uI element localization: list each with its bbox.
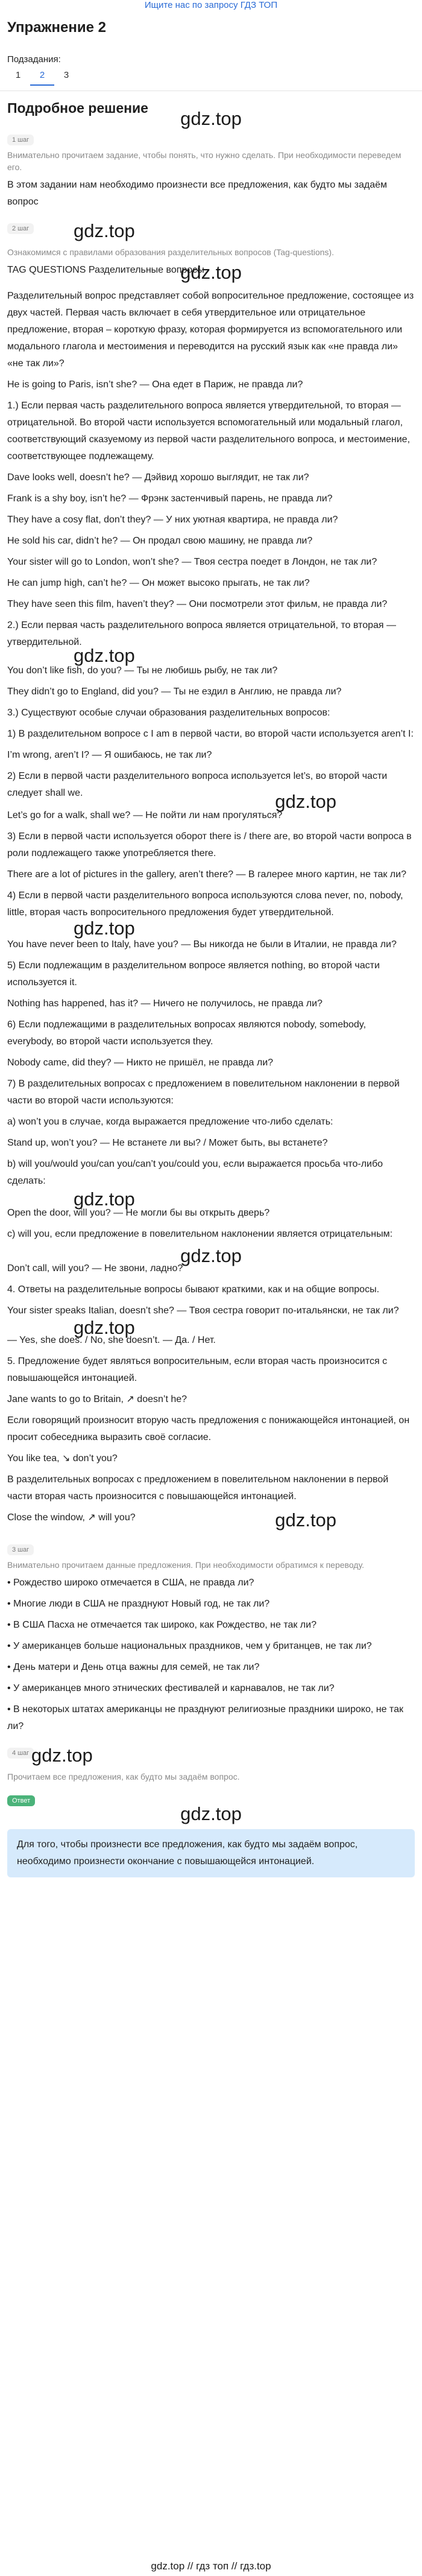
rule: 5. Предложение будет являться вопросительным, если вторая часть произносится с повышающейся интонацией.: [7, 1356, 388, 1383]
example: Let’s go for a walk, shall we? — Не пойти ли нам прогуляться?: [7, 810, 283, 820]
step-4: [7, 1747, 415, 1783]
example: They didn’t go to England, did you? — Ты не ездил в Англию, не правда ли?: [7, 687, 342, 697]
rule: 6) Если подлежащими в разделительных вопросах являются nobody, somebody, everybody, во второй части используется they.: [7, 1020, 367, 1047]
subtask-tabs: [6, 66, 78, 86]
list-item: • День матери и День отца важны для семей, не так ли?: [7, 1662, 260, 1672]
step-hint: Прочитаем все предложения, как будто мы задаём вопрос.: [7, 1772, 240, 1781]
example: You like tea, ↘ don’t you?: [7, 1453, 118, 1464]
rule: c) will you, если предложение в повелительном наклонении является отрицательным:: [7, 1229, 393, 1239]
answer-badge: Ответ: [7, 1795, 35, 1806]
example: Stand up, won’t you? — Не встанете ли вы? / Может быть, вы встанете?: [7, 1138, 328, 1148]
rule: Если говорящий произносит вторую часть предложения с понижающейся интонацией, он просит собеседника выразить своё согласие.: [7, 1415, 410, 1442]
step-1: [7, 134, 415, 211]
step-text: Разделительный вопрос представляет собой вопросительное предложение, состоящее из двух частей. Первая часть включает в себя утвердительное или отрицательное предложение, вторая – короткую фразу, которая формируется из вспомогательного или модального глагола и местоимения и переводится на русский язык как «не правда ли» «не так ли»?: [7, 291, 414, 369]
list-item: • В США Пасха не отмечается так широко, как Рождество, не так ли?: [7, 1620, 316, 1630]
step-badge: 2 шаг: [7, 223, 34, 234]
example: You have never been to Italy, have you? — Вы никогда не были в Италии, не правда ли?: [7, 939, 397, 950]
example: They have seen this film, haven’t they? — Они посмотрели этот фильм, не правда ли?: [7, 599, 388, 609]
rule: 4. Ответы на разделительные вопросы бывают краткими, как и на общие вопросы.: [7, 1284, 380, 1295]
section-heading: TAG QUESTIONS Разделительные вопросы: [7, 265, 204, 275]
solution-title: Подробное решение: [7, 100, 148, 116]
example: Dave looks well, doesn’t he? — Дэйвид хорошо выглядит, не так ли?: [7, 472, 309, 483]
example: He is going to Paris, isn’t she? — Она едет в Париж, не правда ли?: [7, 379, 303, 390]
example: He can jump high, can’t he? — Он может высоко прыгать, не так ли?: [7, 578, 310, 588]
rule: 2) Если в первой части разделительного вопроса используется let’s, во второй части следует shall we.: [7, 771, 388, 798]
step-hint: Внимательно прочитаем данные предложения. При необходимости обратимся к переводу.: [7, 1560, 364, 1570]
answer-section: [7, 1795, 415, 1877]
example: You don’t like fish, do you? — Ты не любишь рыбу, не так ли?: [7, 665, 278, 676]
subtask-tab-1[interactable]: 1: [15, 70, 21, 80]
rule: 1) В разделительном вопросе с I am в первой части, во второй части используется aren’t I:: [7, 729, 414, 739]
example: There are a lot of pictures in the gallery, aren’t there? — В галерее много картин, не так ли?: [7, 869, 406, 880]
example: Nothing has happened, has it? — Ничего не получилось, не правда ли?: [7, 998, 323, 1009]
example: Open the door, will you? — Не могли бы вы открыть дверь?: [7, 1208, 270, 1218]
watermark: gdz.top: [180, 1803, 242, 1824]
search-hint-link[interactable]: Ищите нас по запросу ГДЗ ТОП: [144, 0, 278, 10]
rule: 7) В разделительных вопросах с предложением в повелительном наклонении в первой части во второй части используются:: [7, 1079, 400, 1106]
example: Don’t call, will you? — Не звони, ладно?: [7, 1263, 183, 1274]
divider: [0, 90, 422, 91]
rule: 3) Если в первой части используется оборот there is / there are, во второй части вопроса в роли подлежащего также употребляется there.: [7, 831, 412, 858]
rule: b) will you/would you/can you/can’t you/could you, если выражается просьба что-либо сделать:: [7, 1159, 383, 1186]
list-item: • Многие люди в США не празднуют Новый год, не так ли?: [7, 1599, 270, 1609]
step-badge: 1 шаг: [7, 135, 34, 145]
example: — Yes, she does. / No, she doesn’t. — Да. / Нет.: [7, 1335, 216, 1345]
exercise-title: Упражнение 2: [7, 19, 106, 36]
watermark: gdz.top: [31, 1745, 93, 1766]
watermark: gdz.top: [275, 791, 336, 812]
subtasks-label: Подзадания:: [7, 54, 61, 65]
list-item: • В некоторых штатах американцы не празднуют религиозные праздники широко, не так ли?: [7, 1704, 403, 1731]
subtask-tab-2[interactable]: 2: [30, 66, 54, 86]
subtask-tab-3[interactable]: 3: [63, 70, 69, 80]
step-hint: Ознакомимся с правилами образования разделительных вопросов (Tag-questions).: [7, 247, 334, 257]
example: Nobody came, did they? — Никто не пришёл, не правда ли?: [7, 1058, 274, 1068]
example: I’m wrong, aren’t I? — Я ошибаюсь, не так ли?: [7, 750, 212, 760]
example: Your sister speaks Italian, doesn’t she? — Твоя сестра говорит по-итальянски, не так ли?: [7, 1305, 399, 1316]
watermark: gdz.top: [74, 1188, 135, 1210]
list-item: • У американцев много этнических фестивалей и карнавалов, не так ли?: [7, 1683, 335, 1693]
watermark: gdz.top: [275, 1509, 336, 1531]
rule: 4) Если в первой части разделительного вопроса используются слова never, no, nobody, little, вторая часть вопросительного предложения будет утвердительной.: [7, 890, 403, 918]
example: He sold his car, didn’t he? — Он продал свою машину, не правда ли?: [7, 536, 313, 546]
list-item: • У американцев больше национальных праздников, чем у британцев, не так ли?: [7, 1641, 372, 1651]
top-banner: [0, 0, 422, 10]
step-badge: 3 шаг: [7, 1544, 34, 1555]
watermark: gdz.top: [74, 1317, 135, 1338]
watermark: gdz.top: [180, 262, 242, 283]
example: Frank is a shy boy, isn’t he? — Фрэнк застенчивый парень, не правда ли?: [7, 493, 333, 504]
step-text: В этом задании нам необходимо произнести все предложения, как будто мы задаём вопрос: [7, 180, 388, 207]
rule: 2.) Если первая часть разделительного вопроса является отрицательной, то вторая — утвердительной.: [7, 620, 396, 647]
list-item: • Рождество широко отмечается в США, не правда ли?: [7, 1578, 254, 1588]
rule: a) won’t you в случае, когда выражается предложение что-либо сделать:: [7, 1117, 333, 1127]
rule: 1.) Если первая часть разделительного вопроса является утвердительной, то вторая — отрицательной. Во второй части используется вспомогательный или модальный глагол, соответствующий сказуемому из первой части разделительного вопроса, и местоимение, соответствующее подлежащему.: [7, 401, 411, 462]
step-2: [7, 220, 415, 1532]
watermark: gdz.top: [180, 108, 242, 129]
footer-watermark: gdz.top // гдз топ // гдз.top: [151, 2560, 271, 2572]
step-3: [7, 1544, 415, 1735]
watermark: gdz.top: [74, 220, 135, 241]
example: Jane wants to go to Britain, ↗ doesn’t he?: [7, 1394, 187, 1404]
example: They have a cosy flat, don’t they? — У них уютная квартира, не правда ли?: [7, 515, 338, 525]
example: Your sister will go to London, won’t she? — Твоя сестра поедет в Лондон, не так ли?: [7, 557, 377, 567]
watermark: gdz.top: [74, 645, 135, 666]
rule: 3.) Существуют особые случаи образования разделительных вопросов:: [7, 708, 330, 718]
rule: 5) Если подлежащим в разделительном вопросе является nothing, во второй части используется it.: [7, 960, 380, 988]
step-badge: 4 шаг: [7, 1748, 34, 1759]
answer-box: Для того, чтобы произнести все предложения, как будто мы задаём вопрос, необходимо произнести окончание с повышающейся интонацией.: [7, 1829, 415, 1877]
rule: В разделительных вопросах с предложением в повелительном наклонении в первой части вторая часть произносится с повышающейся интонацией.: [7, 1474, 389, 1502]
watermark: gdz.top: [180, 1245, 242, 1266]
step-hint: Внимательно прочитаем задание, чтобы понять, что нужно сделать. При необходимости переведем его.: [7, 150, 402, 172]
watermark: gdz.top: [74, 918, 135, 939]
example: Close the window, ↗ will you?: [7, 1512, 136, 1523]
